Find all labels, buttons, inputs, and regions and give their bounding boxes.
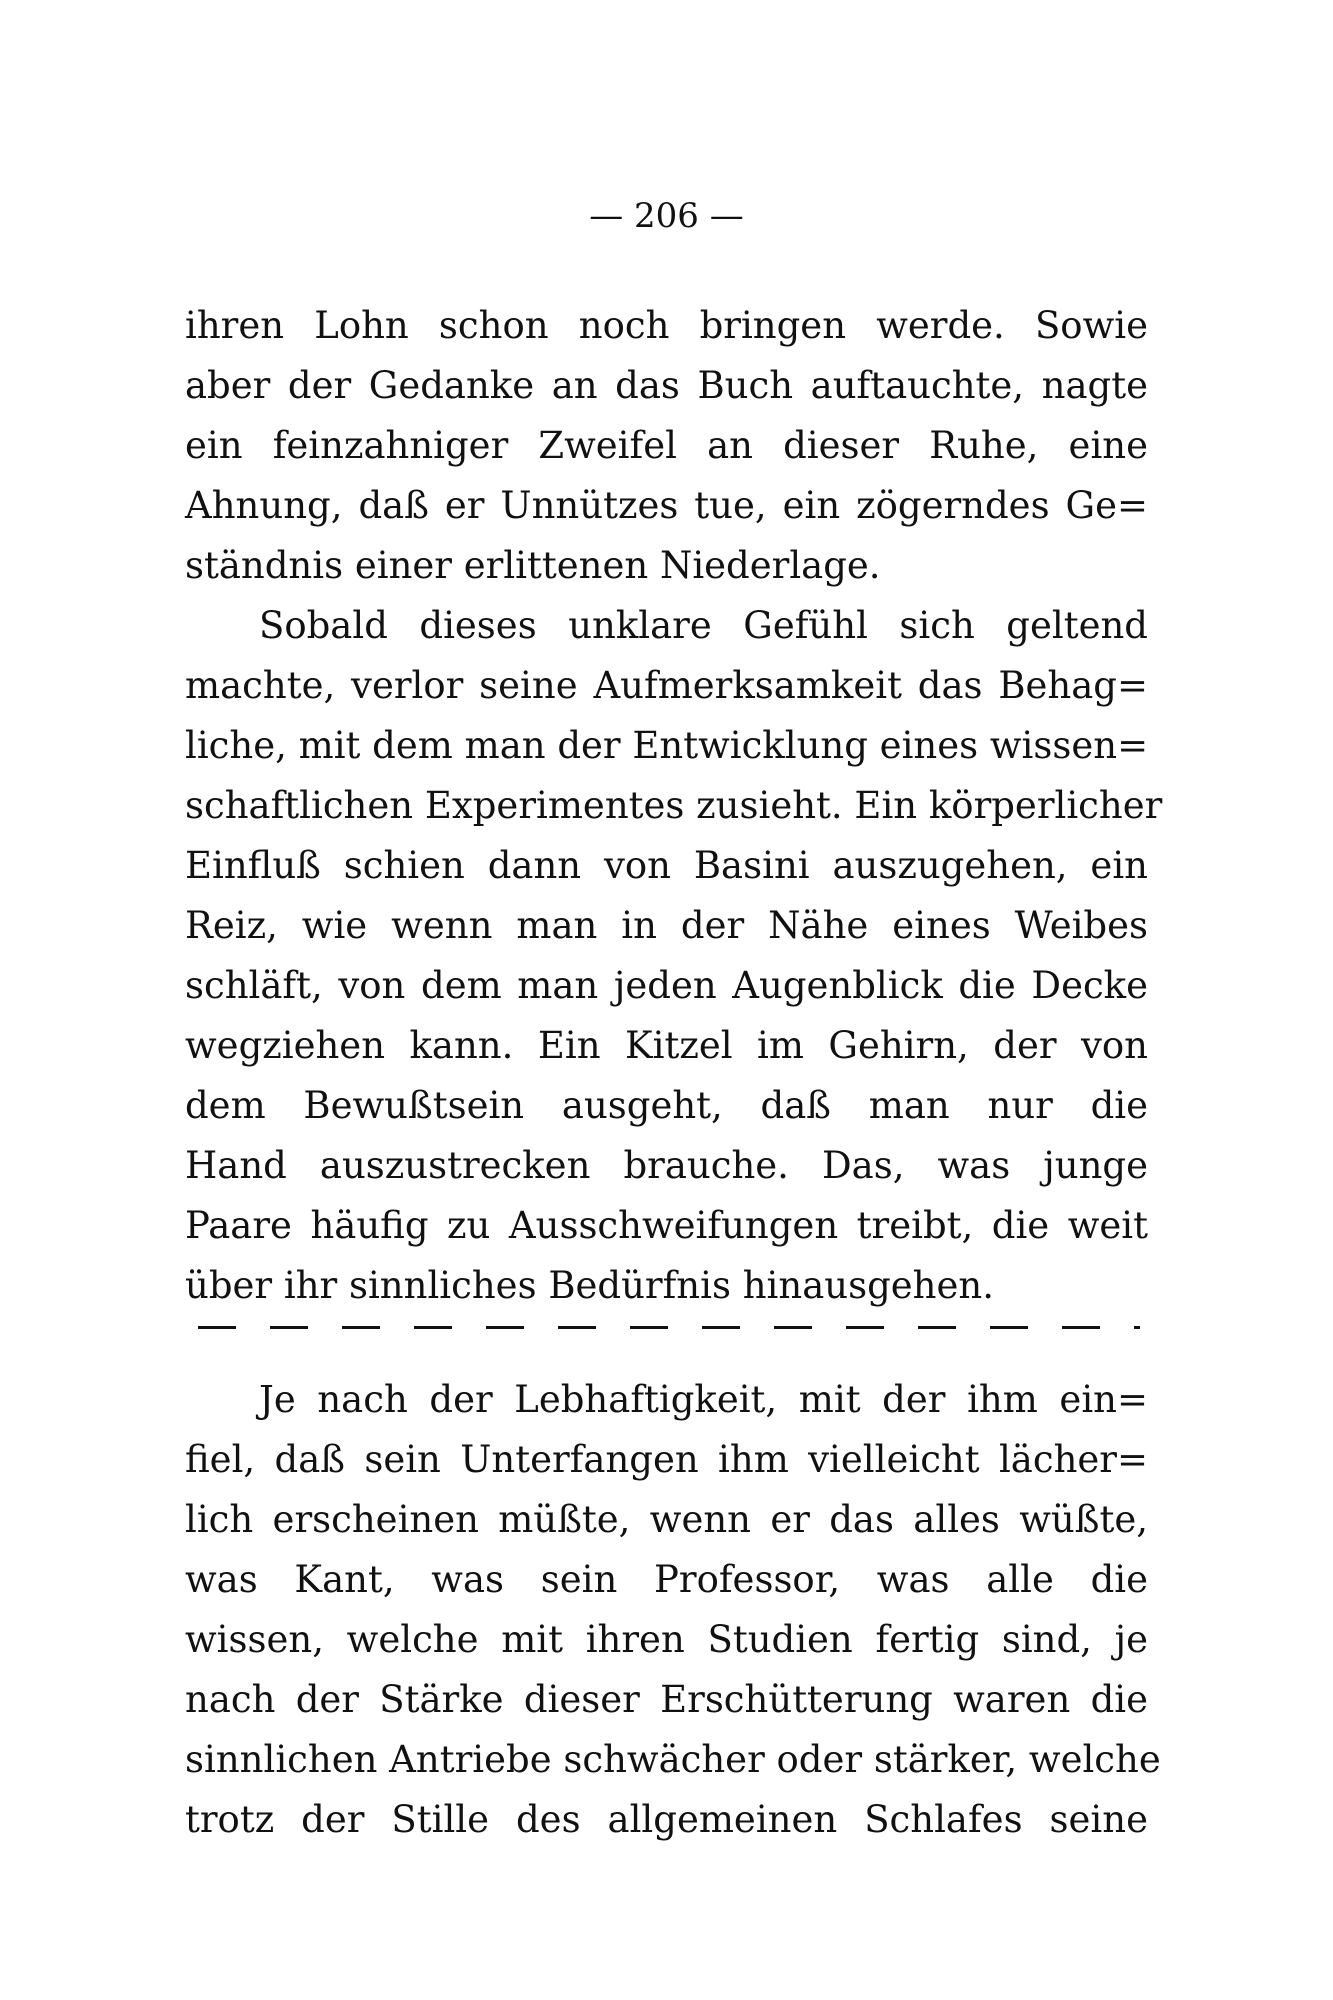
section-divider	[198, 1326, 1140, 1329]
paragraph-1	[185, 296, 1148, 596]
text-line: nach der Stärke dieser Erschütterung waren die	[185, 1678, 1148, 1721]
text-line: Einfluß schien dann von Basini auszugehen, ein	[185, 844, 1148, 887]
page-number: — 206 —	[589, 196, 744, 236]
text-line: sinnlichen Antriebe schwächer oder stärker, welche	[185, 1738, 1161, 1781]
text-line: Ahnung, daß er Unnützes tue, ein zögerndes Ge=	[185, 484, 1148, 527]
text-line: Je nach der Lebhaftigkeit, mit der ihm ein=	[259, 1378, 1148, 1421]
paragraph-2	[185, 596, 1163, 1316]
text-line: ein feinzahniger Zweifel an dieser Ruhe, eine	[185, 424, 1148, 467]
text-line: schaftlichen Experimentes zusieht. Ein körperlicher	[185, 784, 1163, 827]
text-block-upper	[185, 296, 1163, 1316]
text-line: aber der Gedanke an das Buch auftauchte, nagte	[185, 364, 1148, 407]
paragraph-3	[185, 1370, 1161, 1850]
text-block-lower	[185, 1370, 1161, 1850]
text-line: was Kant, was sein Professor, was alle die	[185, 1558, 1148, 1601]
text-line: wegziehen kann. Ein Kitzel im Gehirn, der von	[185, 1024, 1148, 1067]
text-line: trotz der Stille des allgemeinen Schlafes seine	[185, 1798, 1148, 1841]
text-line: Paare häufig zu Ausschweifungen treibt, die weit	[185, 1204, 1148, 1247]
text-line: fiel, daß sein Unterfangen ihm vielleicht lächer=	[185, 1438, 1148, 1481]
text-line: Reiz, wie wenn man in der Nähe eines Weibes	[185, 904, 1148, 947]
text-line: ihren Lohn schon noch bringen werde. Sowie	[185, 304, 1148, 347]
text-line: machte, verlor seine Aufmerksamkeit das Behag=	[185, 664, 1148, 707]
text-line: dem Bewußtsein ausgeht, daß man nur die	[185, 1084, 1148, 1127]
text-line: über ihr sinnliches Bedürfnis hinausgehen.	[185, 1264, 994, 1307]
text-line: lich erscheinen müßte, wenn er das alles wüßte,	[185, 1498, 1148, 1541]
text-line: Hand auszustrecken brauche. Das, was junge	[185, 1144, 1148, 1187]
text-line: schläft, von dem man jeden Augenblick die Decke	[185, 964, 1148, 1007]
text-line: liche, mit dem man der Entwicklung eines wissen=	[185, 724, 1149, 767]
text-line: Sobald dieses unklare Gefühl sich geltend	[259, 604, 1148, 647]
text-line: ständnis einer erlittenen Niederlage.	[185, 544, 881, 587]
text-line: wissen, welche mit ihren Studien fertig sind, je	[185, 1618, 1148, 1661]
